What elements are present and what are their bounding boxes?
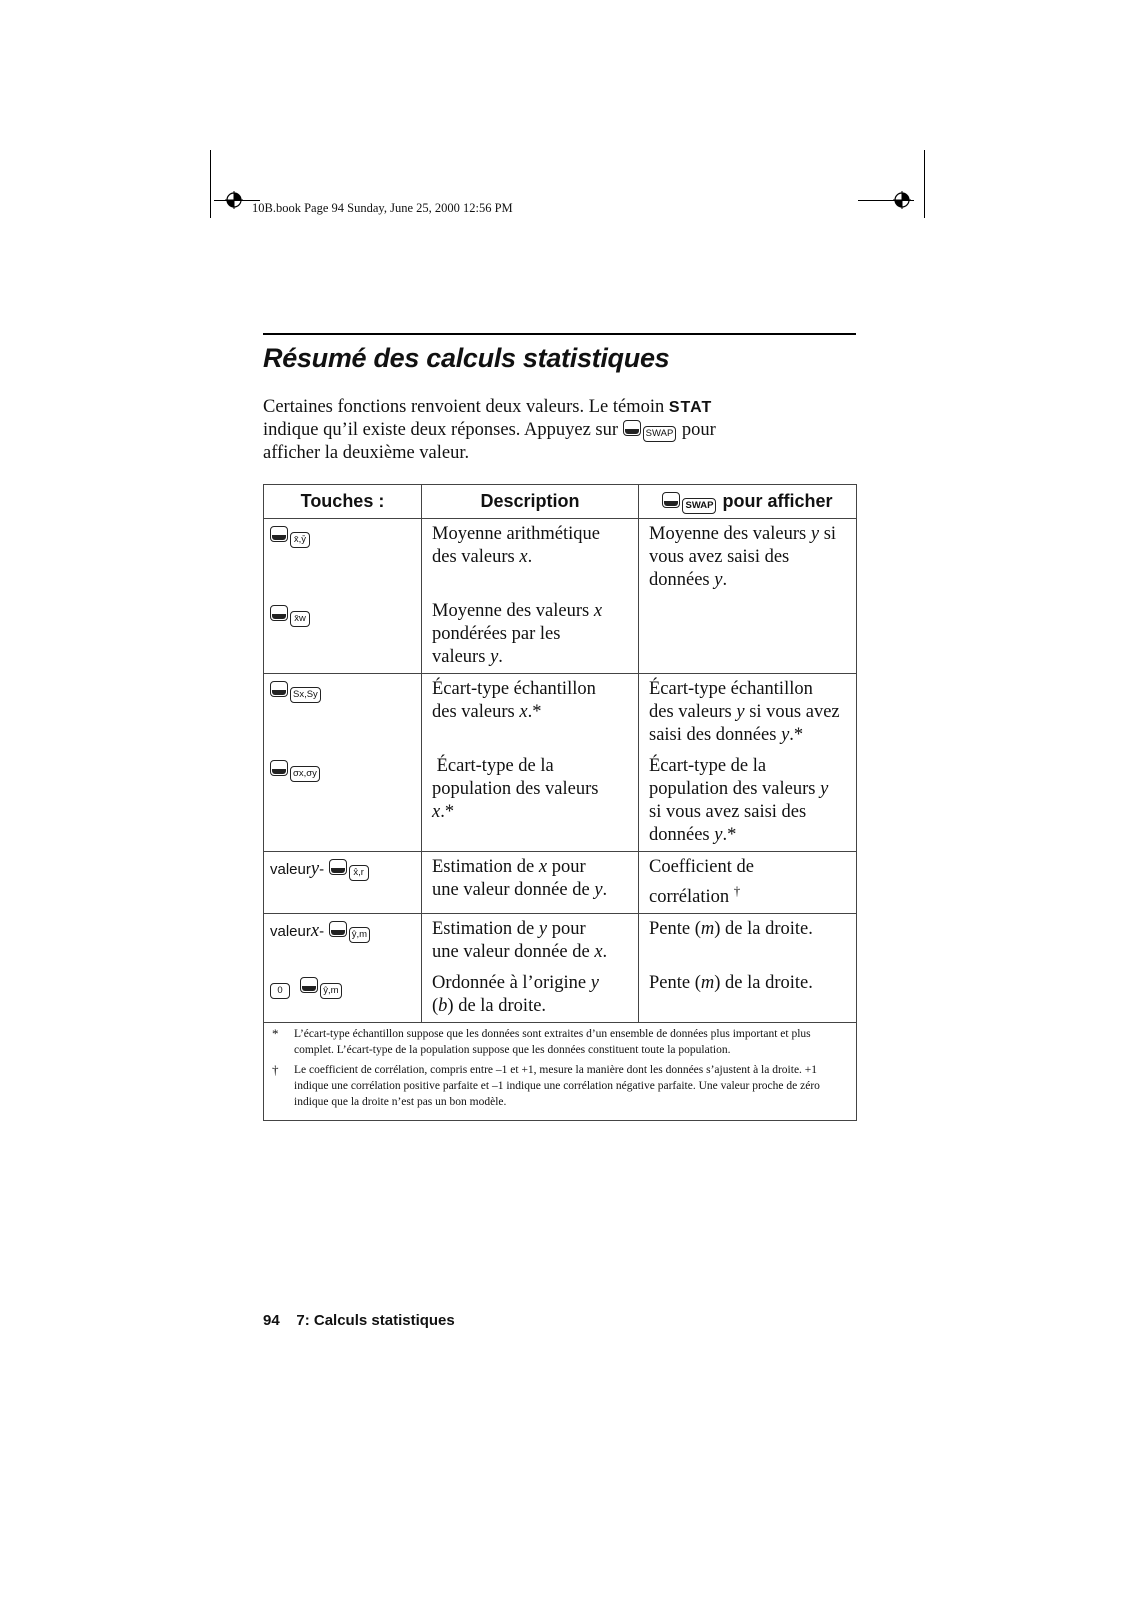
description-cell: Écart-type échantillon des valeurs x.* Écart-type de la population des valeurs x.* [422,674,639,852]
crop-mark-right-vertical [924,150,925,218]
shift-key-icon [270,681,288,697]
population-std-key: σx,σy [290,766,320,782]
shift-key-icon [329,921,347,937]
stat-indicator: STAT [668,399,713,416]
table-row [264,852,857,914]
footnotes-cell [264,1023,857,1121]
shift-key-icon [623,420,641,436]
title-rule [263,333,856,335]
footnote-correlation: † Le coefficient de corrélation, compris entre –1 et +1, mesure la manière dont les données s’ajustent à la droite. +1 indique une corrélation positive parfaite et –1 indique une corrélation négative parfaite. Une valeur proche de zéro indique que la droite n’est pas un bon modèle. [272,1062,820,1109]
registration-mark-left-icon [225,191,243,209]
page-footer [263,1312,455,1329]
y-estimate-key: ŷ,m [349,927,370,943]
weighted-mean-key: x̄w [290,611,310,627]
x-estimate-key: x̂,r [349,865,369,881]
chapter-title: 7: Calculs statistiques [296,1312,455,1329]
print-info: 10B.book Page 94 Sunday, June 25, 2000 12:56 PM [252,201,513,215]
description-cell: Estimation de y pour une valeur donnée de x. Ordonnée à l’origine y (b) de la droite. [422,914,639,1023]
footnotes-row [264,1023,857,1121]
swap-key: SWAP [643,426,677,442]
crop-mark-left-vertical [210,150,211,218]
header-description: Description [422,485,639,519]
shift-key-icon [270,526,288,542]
swap-cell: Coefficient de corrélation † [639,852,857,914]
intro-paragraph: Certaines fonctions renvoient deux valeurs. Le témoin STAT indique qu’il existe deux réponses. Appuyez sur SWAP pour afficher la deuxième valeur. [263,397,716,463]
description-cell: Estimation de x pour une valeur donnée de y. [422,852,639,914]
header-keys: Touches : [264,485,422,519]
table-row [264,519,857,674]
table-header-row [264,485,857,519]
mean-key: x̄,ȳ [290,532,310,548]
page-number: 94 [263,1312,280,1329]
shift-key-icon [270,760,288,776]
shift-key-icon [329,859,347,875]
swap-cell: Moyenne des valeurs y si vous avez saisi des données y. [639,519,857,674]
description-cell: Moyenne arithmétique des valeurs x. Moyenne des valeurs x pondérées par les valeurs y. [422,519,639,674]
registration-mark-right-icon [893,191,911,209]
keys-cell: valeury- x̂,r [264,852,422,914]
table-row [264,914,857,1023]
shift-key-icon [662,492,680,508]
swap-cell: Pente (m) de la droite. Pente (m) de la droite. [639,914,857,1023]
y-estimate-key: ŷ,m [320,983,341,999]
stats-summary-table [263,484,857,1121]
keys-cell [264,519,422,674]
swap-cell: Écart-type échantillon des valeurs y si vous avez saisi des données y.* Écart-type de la population des valeurs y si vous avez saisi des données y.* [639,674,857,852]
keys-cell [264,674,422,852]
keys-cell: valeurx- ŷ,m 0 ŷ,m [264,914,422,1023]
page-title: Résumé des calculs statistiques [263,343,670,373]
shift-key-icon [300,977,318,993]
header-swap: SWAP pour afficher [639,485,857,519]
sample-std-key: Sx,Sy [290,687,321,703]
swap-key: SWAP [682,498,716,514]
shift-key-icon [270,605,288,621]
footnote-sample-std: * L’écart-type échantillon suppose que les données sont extraites d’un ensemble de données plus important et plus complet. L’écart-type de la population suppose que les données constituent toute la population. [272,1026,811,1057]
table-row [264,674,857,852]
zero-key: 0 [270,983,290,999]
